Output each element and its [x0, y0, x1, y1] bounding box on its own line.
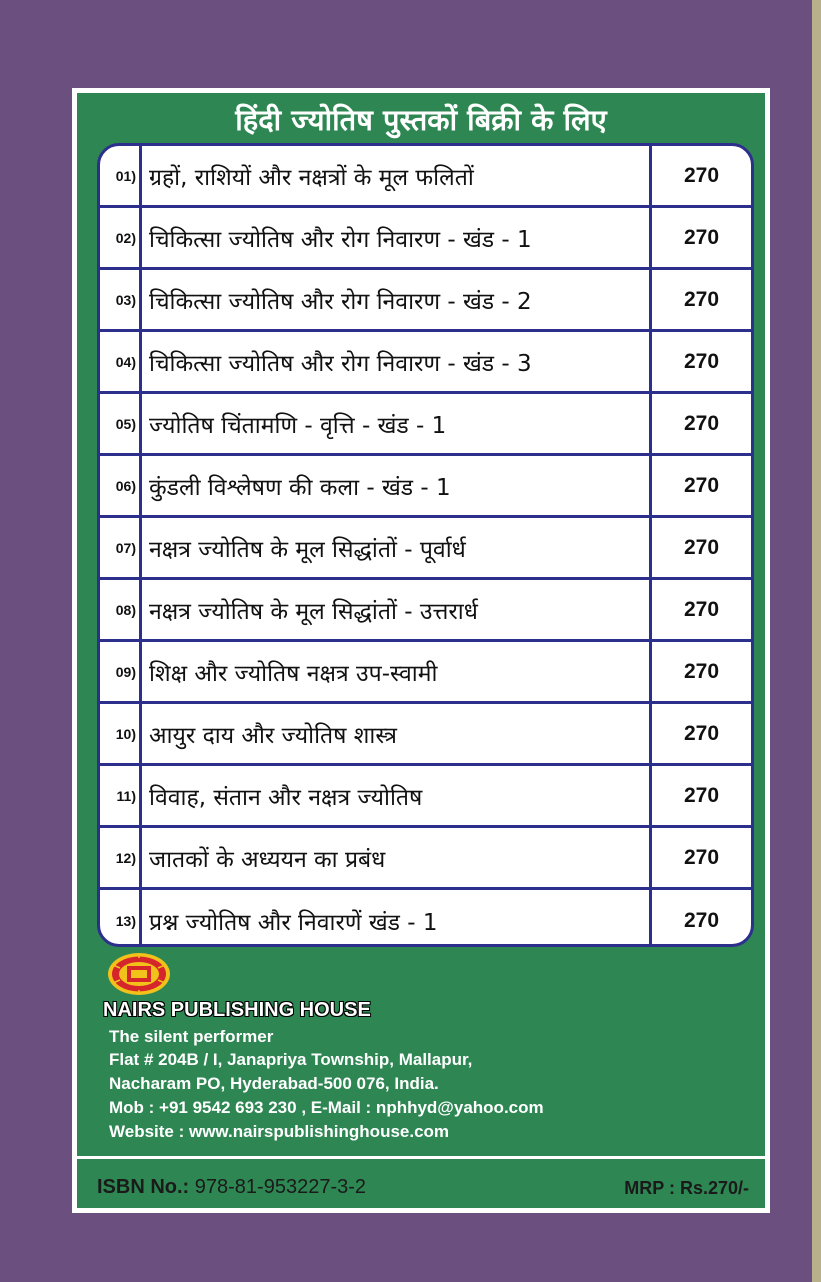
book-price: 270	[683, 411, 720, 435]
book-row	[100, 766, 751, 828]
book-title: चिकित्सा ज्योतिष और रोग निवारण - खंड - 3	[142, 332, 652, 391]
book-number: 01)	[100, 146, 142, 205]
book-row	[100, 394, 751, 456]
publisher-name: NAIRS PUBLISHING HOUSE	[103, 999, 371, 1021]
publisher-address-line2: Nacharam PO, Hyderabad-500 076, India.	[109, 1074, 439, 1093]
book-price: 270	[683, 659, 720, 683]
book-list-panel	[72, 88, 770, 1213]
book-number: 12)	[100, 828, 142, 887]
book-title: आयुर दाय और ज्योतिष शास्त्र	[142, 704, 652, 763]
book-number: 02)	[100, 208, 142, 267]
book-title: ग्रहों, राशियों और नक्षत्रों के मूल फलितों	[142, 146, 652, 205]
book-title: शिक्ष और ज्योतिष नक्षत्र उप-स्वामी	[142, 642, 652, 701]
book-row	[100, 642, 751, 704]
book-title: चिकित्सा ज्योतिष और रोग निवारण - खंड - 1	[142, 208, 652, 267]
book-number: 08)	[100, 580, 142, 639]
book-price: 270	[683, 535, 720, 559]
book-row	[100, 890, 751, 947]
book-row	[100, 208, 751, 270]
book-row	[100, 332, 751, 394]
book-title: चिकित्सा ज्योतिष और रोग निवारण - खंड - 2	[142, 270, 652, 329]
book-title: कुंडली विश्लेषण की कला - खंड - 1	[142, 456, 652, 515]
book-number: 11)	[100, 766, 142, 825]
book-title: जातकों के अध्ययन का प्रबंध	[142, 828, 652, 887]
book-row	[100, 580, 751, 642]
book-number: 07)	[100, 518, 142, 577]
book-title: विवाह, संतान और नक्षत्र ज्योतिष	[142, 766, 652, 825]
publisher-website: Website : www.nairspublishinghouse.com	[109, 1122, 450, 1141]
cover-edge-strip	[812, 0, 821, 1282]
book-price: 270	[683, 783, 720, 807]
book-price: 270	[683, 597, 720, 621]
isbn-value: 978-81-953227-3-2	[189, 1176, 367, 1198]
book-title: नक्षत्र ज्योतिष के मूल सिद्धांतों - पूर्वार्ध	[142, 518, 652, 577]
book-title: ज्योतिष चिंतामणि - वृत्ति - खंड - 1	[142, 394, 652, 453]
footer-divider	[77, 1156, 765, 1159]
book-title: प्रश्न ज्योतिष और निवारणें खंड - 1	[142, 890, 652, 947]
isbn-label: ISBN No.:	[97, 1176, 190, 1198]
book-price: 270	[683, 909, 720, 932]
book-number: 09)	[100, 642, 142, 701]
book-title: नक्षत्र ज्योतिष के मूल सिद्धांतों - उत्तरार्ध	[142, 580, 652, 639]
book-price: 270	[683, 349, 720, 373]
publisher-contact: Mob : +91 9542 693 230 , E-Mail : nphhyd@yahoo.com	[109, 1098, 544, 1117]
isbn-text	[97, 1176, 366, 1199]
publisher-address-line1: Flat # 204B / I, Janapriya Township, Mallapur,	[109, 1050, 473, 1069]
book-row	[100, 146, 751, 208]
book-row	[100, 704, 751, 766]
book-price: 270	[683, 845, 720, 869]
book-row	[100, 828, 751, 890]
book-number: 04)	[100, 332, 142, 391]
publisher-tagline: The silent performer	[109, 1027, 274, 1046]
book-price: 270	[683, 163, 720, 187]
book-price: 270	[683, 287, 720, 311]
book-price: 270	[683, 721, 720, 745]
book-price-table	[97, 143, 754, 947]
page-heading: हिंदी ज्योतिष पुस्तकों बिक्री के लिए	[235, 103, 607, 137]
book-price: 270	[683, 473, 720, 497]
book-number: 05)	[100, 394, 142, 453]
mrp-price: MRP : Rs.270/-	[624, 1178, 749, 1198]
publisher-logo-icon	[107, 951, 171, 997]
book-number: 13)	[100, 890, 142, 947]
green-panel	[77, 93, 765, 1208]
book-number: 03)	[100, 270, 142, 329]
book-row	[100, 518, 751, 580]
book-price: 270	[683, 225, 720, 249]
book-row	[100, 270, 751, 332]
book-row	[100, 456, 751, 518]
book-number: 06)	[100, 456, 142, 515]
book-number: 10)	[100, 704, 142, 763]
